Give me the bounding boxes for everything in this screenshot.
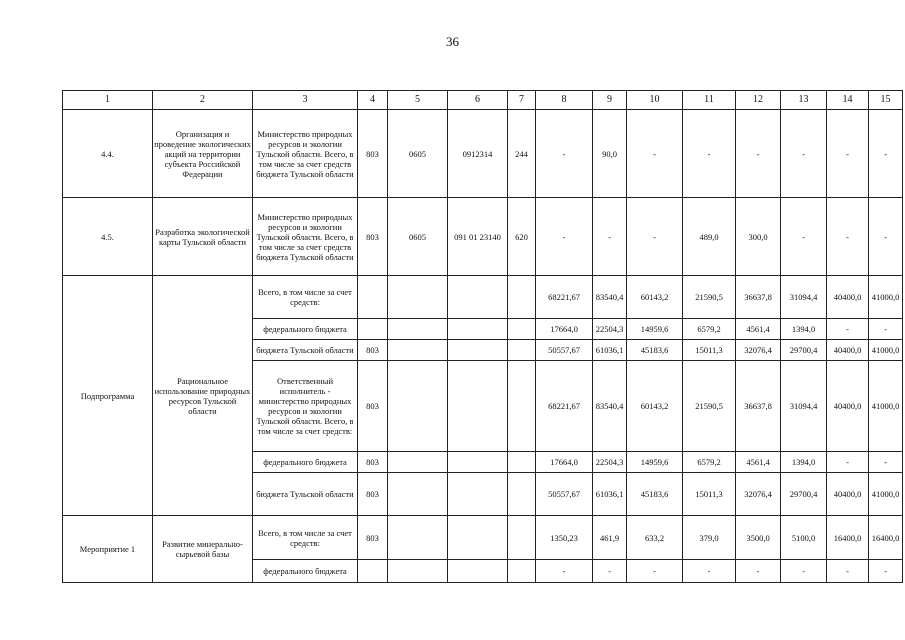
cell-c5 xyxy=(388,340,448,361)
cell-c6 xyxy=(448,319,508,340)
col-header-2: 2 xyxy=(153,91,253,110)
cell-c6: 0912314 xyxy=(448,110,508,198)
cell-c6 xyxy=(448,560,508,583)
funding-source: федерального бюджета xyxy=(253,560,358,583)
col-header-11: 11 xyxy=(683,91,736,110)
col-header-3: 3 xyxy=(253,91,358,110)
cell-c14: 16400,0 xyxy=(827,516,869,560)
funding-source: бюджета Тульской области xyxy=(253,340,358,361)
cell-c8: - xyxy=(536,560,593,583)
executor: Министерство природных ресурсов и экологии Тульской области. Всего, в том числе за счет средств бюджета Тульской области xyxy=(253,110,358,198)
cell-c6 xyxy=(448,276,508,319)
cell-c14: - xyxy=(827,319,869,340)
cell-c14: - xyxy=(827,198,869,276)
cell-c5 xyxy=(388,452,448,473)
cell-c5 xyxy=(388,560,448,583)
cell-c11: - xyxy=(683,110,736,198)
cell-c4 xyxy=(358,276,388,319)
cell-c8: - xyxy=(536,110,593,198)
cell-c4: 803 xyxy=(358,110,388,198)
cell-c8: 68221,67 xyxy=(536,276,593,319)
cell-c12: - xyxy=(736,560,781,583)
funding-source: федерального бюджета xyxy=(253,319,358,340)
cell-c4: 803 xyxy=(358,361,388,452)
cell-c5: 0605 xyxy=(388,198,448,276)
cell-c8: 17664,0 xyxy=(536,452,593,473)
col-header-13: 13 xyxy=(781,91,827,110)
col-header-9: 9 xyxy=(593,91,627,110)
cell-c13: - xyxy=(781,560,827,583)
cell-c6 xyxy=(448,452,508,473)
cell-c9: 90,0 xyxy=(593,110,627,198)
cell-c13: 1394,0 xyxy=(781,452,827,473)
cell-c14: 40400,0 xyxy=(827,340,869,361)
cell-c9: - xyxy=(593,560,627,583)
cell-c7: 620 xyxy=(508,198,536,276)
cell-c15: 41000,0 xyxy=(869,340,903,361)
cell-c9: - xyxy=(593,198,627,276)
table-row-4-5 xyxy=(63,198,903,276)
cell-c7 xyxy=(508,452,536,473)
cell-c15: 41000,0 xyxy=(869,361,903,452)
cell-c4 xyxy=(358,560,388,583)
cell-c10: 45183,6 xyxy=(627,473,683,516)
cell-c8: 68221,67 xyxy=(536,361,593,452)
cell-c11: 489,0 xyxy=(683,198,736,276)
col-header-1: 1 xyxy=(63,91,153,110)
funding-source: Ответственный исполнитель - министерство природных ресурсов и экологии Тульской области. Всего, в том числе за счет средств: xyxy=(253,361,358,452)
cell-c9: 461,9 xyxy=(593,516,627,560)
cell-c7 xyxy=(508,319,536,340)
cell-c5 xyxy=(388,361,448,452)
cell-c9: 61036,1 xyxy=(593,473,627,516)
cell-c15: 16400,0 xyxy=(869,516,903,560)
funding-source: Всего, в том числе за счет средств: xyxy=(253,276,358,319)
cell-c10: - xyxy=(627,198,683,276)
cell-c7 xyxy=(508,276,536,319)
cell-c9: 83540,4 xyxy=(593,276,627,319)
cell-c5: 0605 xyxy=(388,110,448,198)
cell-c9: 22504,3 xyxy=(593,452,627,473)
cell-c9: 61036,1 xyxy=(593,340,627,361)
cell-c14: 40400,0 xyxy=(827,361,869,452)
cell-c5 xyxy=(388,516,448,560)
cell-c5 xyxy=(388,473,448,516)
cell-c10: 45183,6 xyxy=(627,340,683,361)
cell-c6 xyxy=(448,473,508,516)
cell-c6 xyxy=(448,516,508,560)
cell-c15: - xyxy=(869,560,903,583)
cell-c14: 40400,0 xyxy=(827,276,869,319)
measure-row-total xyxy=(63,516,903,560)
col-header-5: 5 xyxy=(388,91,448,110)
col-header-4: 4 xyxy=(358,91,388,110)
col-header-12: 12 xyxy=(736,91,781,110)
cell-c14: - xyxy=(827,452,869,473)
col-header-15: 15 xyxy=(869,91,903,110)
cell-c14: - xyxy=(827,560,869,583)
cell-c15: 41000,0 xyxy=(869,276,903,319)
cell-c12: 4561,4 xyxy=(736,319,781,340)
col-header-7: 7 xyxy=(508,91,536,110)
cell-c5 xyxy=(388,319,448,340)
cell-c11: 21590,5 xyxy=(683,361,736,452)
row-number: 4.4. xyxy=(63,110,153,198)
cell-c10: 14959,6 xyxy=(627,452,683,473)
cell-c10: 633,2 xyxy=(627,516,683,560)
cell-c14: - xyxy=(827,110,869,198)
cell-c12: 32076,4 xyxy=(736,473,781,516)
budget-table xyxy=(62,90,903,583)
cell-c8: 50557,67 xyxy=(536,473,593,516)
cell-c10: 60143,2 xyxy=(627,361,683,452)
cell-c11: 379,0 xyxy=(683,516,736,560)
funding-source: федерального бюджета xyxy=(253,452,358,473)
cell-c4: 803 xyxy=(358,473,388,516)
col-header-10: 10 xyxy=(627,91,683,110)
measure-name: Развитие минерально-сырьевой базы xyxy=(153,516,253,583)
cell-c13: 31094,4 xyxy=(781,361,827,452)
measure-label: Мероприятие 1 xyxy=(63,516,153,583)
cell-c6 xyxy=(448,340,508,361)
cell-c12: 32076,4 xyxy=(736,340,781,361)
cell-c13: - xyxy=(781,198,827,276)
cell-c7 xyxy=(508,361,536,452)
subprogram-name: Рациональное использование природных ресурсов Тульской области xyxy=(153,276,253,516)
cell-c15: - xyxy=(869,319,903,340)
subprogram-label: Подпрограмма xyxy=(63,276,153,516)
cell-c13: 31094,4 xyxy=(781,276,827,319)
executor: Министерство природных ресурсов и экологии Тульской области. Всего, в том числе за счет средств бюджета Тульской области xyxy=(253,198,358,276)
cell-c12: 36637,8 xyxy=(736,361,781,452)
cell-c7 xyxy=(508,340,536,361)
cell-c10: 14959,6 xyxy=(627,319,683,340)
cell-c8: - xyxy=(536,198,593,276)
cell-c10: 60143,2 xyxy=(627,276,683,319)
col-header-6: 6 xyxy=(448,91,508,110)
header-row xyxy=(63,91,903,110)
cell-c13: 29700,4 xyxy=(781,340,827,361)
cell-c11: 6579,2 xyxy=(683,319,736,340)
cell-c11: 15011,3 xyxy=(683,340,736,361)
subprogram-row-total xyxy=(63,276,903,319)
cell-c15: - xyxy=(869,452,903,473)
cell-c4: 803 xyxy=(358,198,388,276)
row-number: 4.5. xyxy=(63,198,153,276)
cell-c6 xyxy=(448,361,508,452)
cell-c12: 4561,4 xyxy=(736,452,781,473)
col-header-8: 8 xyxy=(536,91,593,110)
cell-c5 xyxy=(388,276,448,319)
cell-c7 xyxy=(508,560,536,583)
funding-source: бюджета Тульской области xyxy=(253,473,358,516)
cell-c15: - xyxy=(869,110,903,198)
cell-c11: 6579,2 xyxy=(683,452,736,473)
cell-c4: 803 xyxy=(358,516,388,560)
cell-c7 xyxy=(508,516,536,560)
cell-c12: 3500,0 xyxy=(736,516,781,560)
cell-c9: 22504,3 xyxy=(593,319,627,340)
col-header-14: 14 xyxy=(827,91,869,110)
cell-c12: 300,0 xyxy=(736,198,781,276)
cell-c4 xyxy=(358,319,388,340)
activity-name: Разработка экологической карты Тульской области xyxy=(153,198,253,276)
cell-c13: 5100,0 xyxy=(781,516,827,560)
cell-c11: 21590,5 xyxy=(683,276,736,319)
cell-c8: 50557,67 xyxy=(536,340,593,361)
activity-name: Организация и проведение экологических акций на территории субъекта Российской Федерации xyxy=(153,110,253,198)
cell-c15: 41000,0 xyxy=(869,473,903,516)
funding-source: Всего, в том числе за счет средств: xyxy=(253,516,358,560)
cell-c12: - xyxy=(736,110,781,198)
cell-c8: 1350,23 xyxy=(536,516,593,560)
cell-c9: 83540,4 xyxy=(593,361,627,452)
cell-c14: 40400,0 xyxy=(827,473,869,516)
cell-c4: 803 xyxy=(358,340,388,361)
cell-c10: - xyxy=(627,560,683,583)
table-row-4-4 xyxy=(63,110,903,198)
cell-c7: 244 xyxy=(508,110,536,198)
cell-c12: 36637,8 xyxy=(736,276,781,319)
cell-c13: 1394,0 xyxy=(781,319,827,340)
page-number: 36 xyxy=(446,34,459,49)
cell-c11: - xyxy=(683,560,736,583)
cell-c13: 29700,4 xyxy=(781,473,827,516)
cell-c13: - xyxy=(781,110,827,198)
cell-c6: 091 01 23140 xyxy=(448,198,508,276)
cell-c11: 15011,3 xyxy=(683,473,736,516)
cell-c8: 17664,0 xyxy=(536,319,593,340)
cell-c7 xyxy=(508,473,536,516)
cell-c10: - xyxy=(627,110,683,198)
cell-c4: 803 xyxy=(358,452,388,473)
cell-c15: - xyxy=(869,198,903,276)
